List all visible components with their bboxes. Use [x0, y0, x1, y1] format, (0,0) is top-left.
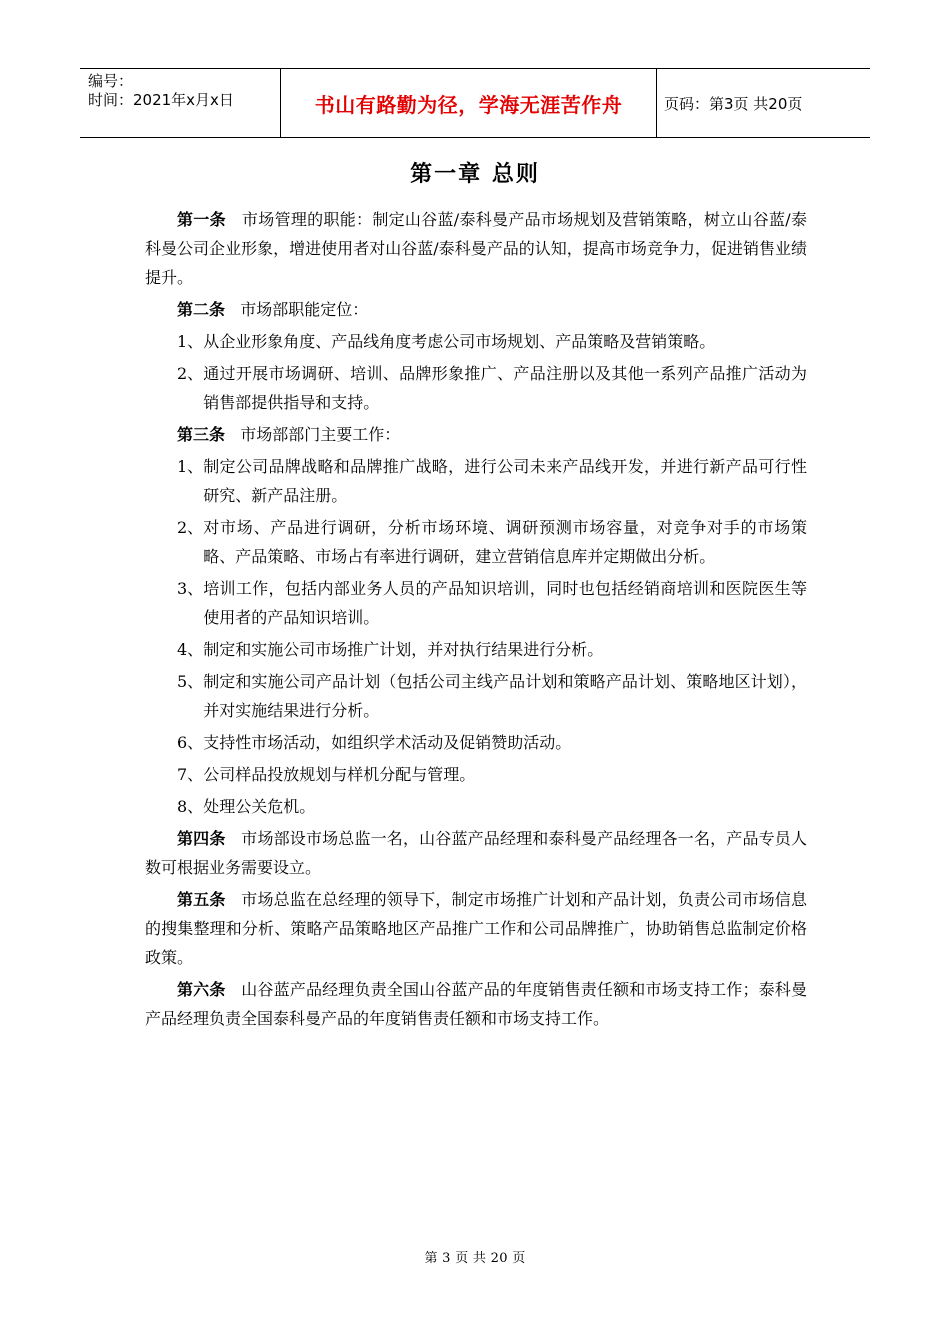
- document-date-label: 时间：2021年x月x日: [88, 91, 234, 109]
- article-2-label: 第二条: [177, 300, 226, 319]
- document-body: [145, 205, 807, 1036]
- page-footer: 第 3 页 共 20 页: [424, 1251, 526, 1266]
- list-item: 4、 制定和实施公司市场推广计划，并对执行结果进行分析。: [177, 640, 604, 659]
- article-1-label: 第一条: [177, 210, 226, 229]
- article-4-text: 市场部设市场总监一名，山谷蓝产品经理和泰科曼产品经理各一名，产品专员人数可根据业务需要设立。: [145, 829, 807, 877]
- article-2: [145, 295, 807, 324]
- article-4-label: 第四条: [177, 829, 226, 848]
- list-item: 6、 支持性市场活动，如组织学术活动及促销赞助活动。: [177, 733, 572, 752]
- list-item: 1、 制定公司品牌战略和品牌推广战略，进行公司未来产品线开发，并进行新产品可行性研究、新产品注册。: [177, 457, 807, 505]
- article-3-text: 市场部部门主要工作：: [240, 425, 401, 444]
- list-item: 5、 制定和实施公司产品计划（包括公司主线产品计划和策略产品计划、策略地区计划），并对实施结果进行分析。: [177, 672, 807, 720]
- article-5-label: 第五条: [177, 890, 226, 909]
- article-1-text: 市场管理的职能：制定山谷蓝/泰科曼产品市场规划及营销策略，树立山谷蓝/泰科曼公司企业形象，增进使用者对山谷蓝/泰科曼产品的认知，提高市场竞争力，促进销售业绩提升。: [145, 210, 807, 287]
- chapter-title: 第一章 总则: [410, 162, 540, 187]
- header-motto: 书山有路勤为径，学海无涯苦作舟: [281, 69, 657, 137]
- article-6-label: 第六条: [177, 980, 226, 999]
- list-item: 2、 对市场、产品进行调研，分析市场环境、调研预测市场容量，对竞争对手的市场策略、产品策略、市场占有率进行调研，建立营销信息库并定期做出分析。: [177, 518, 807, 566]
- header-page-number: 页码：第3页 共20页: [664, 94, 803, 113]
- article-5: [145, 885, 807, 972]
- list-item: 8、 处理公关危机。: [177, 797, 316, 816]
- article-6-text: 山谷蓝产品经理负责全国山谷蓝产品的年度销售责任额和市场支持工作；泰科曼产品经理负责全国泰科曼产品的年度销售责任额和市场支持工作。: [145, 980, 807, 1028]
- list-item: 3、 培训工作，包括内部业务人员的产品知识培训，同时也包括经销商培训和医院医生等使用者的产品知识培训。: [177, 579, 807, 627]
- article-2-text: 市场部职能定位：: [240, 300, 369, 319]
- list-item: 2、 通过开展市场调研、培训、品牌形象推广、产品注册以及其他一系列产品推广活动为销售部提供指导和支持。: [177, 364, 807, 412]
- list-item: 1、 从企业形象角度、产品线角度考虑公司市场规划、产品策略及营销策略。: [177, 332, 716, 351]
- article-6: [145, 975, 807, 1033]
- article-1: [145, 205, 807, 292]
- page-header: [80, 68, 870, 138]
- document-number-label: 编号：: [88, 72, 134, 90]
- list-item: 7、 公司样品投放规划与样机分配与管理。: [177, 765, 476, 784]
- article-5-text: 市场总监在总经理的领导下，制定市场推广计划和产品计划，负责公司市场信息的搜集整理和分析、策略产品策略地区产品推广工作和公司品牌推广，协助销售总监制定价格政策。: [145, 890, 807, 967]
- header-meta: [80, 69, 281, 137]
- article-4: [145, 824, 807, 882]
- article-3-label: 第三条: [177, 425, 226, 444]
- article-3: [145, 420, 807, 449]
